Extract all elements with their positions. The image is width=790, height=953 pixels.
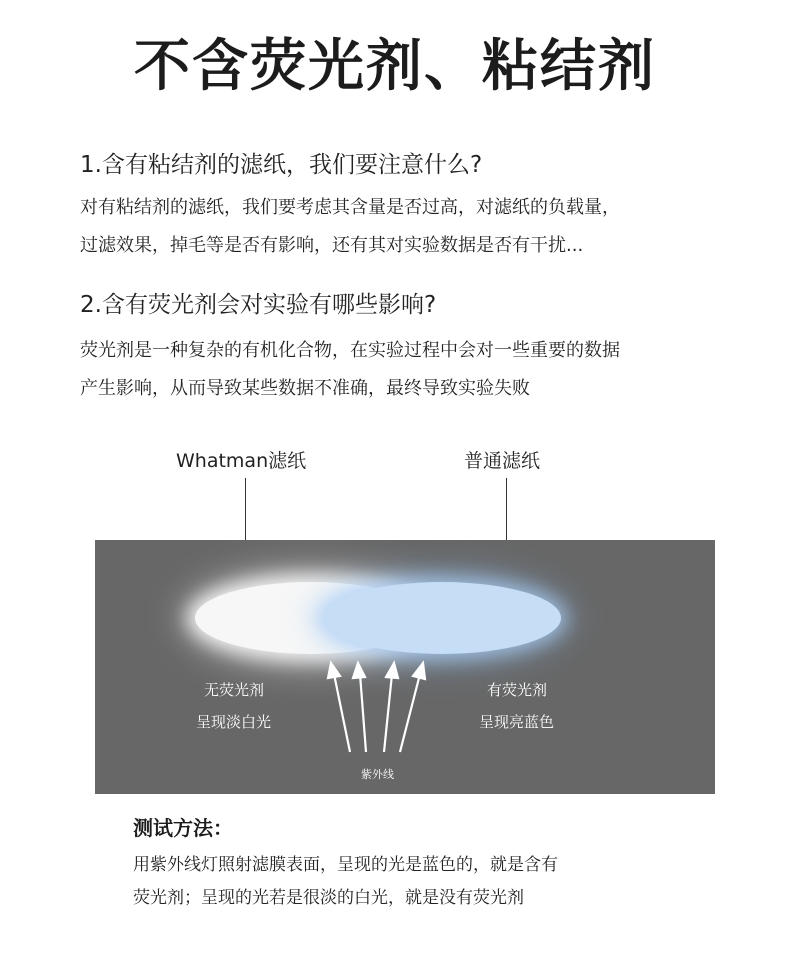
fluorescent-filter-disc	[323, 582, 561, 654]
page-title: 不含荧光剂、粘结剂	[134, 34, 656, 99]
section-2-line-2: 产生影响，从而导致某些数据不准确，最终导致实验失败	[80, 378, 530, 399]
section-2-heading: 2.含有荧光剂会对实验有哪些影响?	[80, 292, 437, 318]
uv-arrows-icon	[320, 660, 440, 760]
ordinary-paper-label: 普通滤纸	[464, 450, 541, 472]
section-2-line-1: 荧光剂是一种复杂的有机化合物，在实验过程中会对一些重要的数据	[80, 340, 620, 361]
right-caption-2: 呈现亮蓝色	[479, 713, 555, 731]
section-1-heading: 1.含有粘结剂的滤纸，我们要注意什么?	[80, 152, 483, 178]
whatman-label: Whatman滤纸	[176, 450, 307, 472]
method-line-1: 用紫外线灯照射滤膜表面，呈现的光是蓝色的，就是含有	[133, 855, 558, 875]
right-caption-1: 有荧光剂	[487, 681, 548, 699]
uv-label: 紫外线	[361, 768, 394, 781]
left-caption-2: 呈现淡白光	[196, 713, 272, 731]
uv-test-panel	[95, 540, 715, 794]
method-heading: 测试方法：	[133, 816, 233, 840]
left-caption-1: 无荧光剂	[204, 681, 265, 699]
section-1-line-2: 过滤效果，掉毛等是否有影响，还有其对实验数据是否有干扰...	[80, 235, 584, 256]
section-1-line-1: 对有粘结剂的滤纸，我们要考虑其含量是否过高，对滤纸的负载量，	[80, 197, 620, 218]
method-line-2: 荧光剂；呈现的光若是很淡的白光，就是没有荧光剂	[133, 888, 524, 908]
